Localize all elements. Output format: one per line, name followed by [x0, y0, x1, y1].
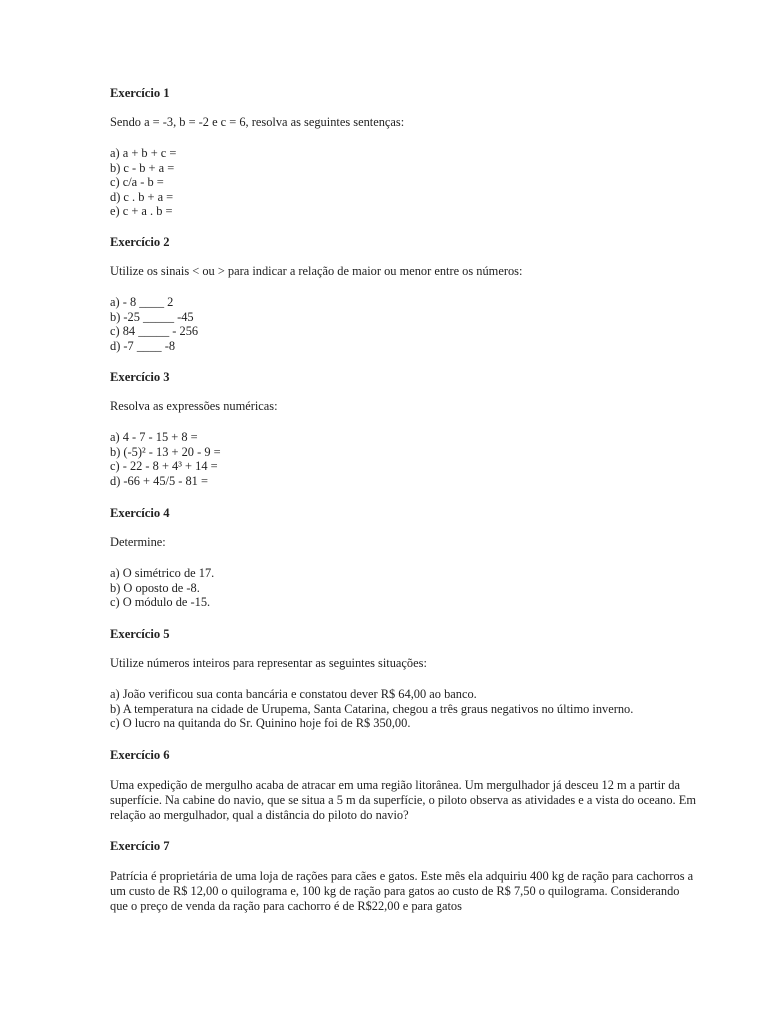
- exercise-item: c) O lucro na quitanda do Sr. Quinino hoje foi de R$ 350,00.: [110, 716, 411, 730]
- exercise-body: Uma expedição de mergulho acaba de atracar em uma região litorânea. Um mergulhador já desceu 12 m a partir da superfície. Na cabine do navio, que se situa a 5 m da superfície, o piloto observa as atividades e a vista do oceano. Em relação ao mergulhador, qual a distância do piloto do navio?: [110, 778, 696, 822]
- exercise-item: a) João verificou sua conta bancária e constatou dever R$ 64,00 ao banco.: [110, 687, 477, 701]
- exercise-body: Patrícia é proprietária de uma loja de rações para cães e gatos. Este mês ela adquiriu 400 kg de ração para cachorros a um custo de R$ 12,00 o quilograma e, 100 kg de ração para gatos ao custo de R$ 7,50 o quilograma. Considerando que o preço de venda da ração para cachorro é de R$22,00 e para gatos: [110, 869, 694, 913]
- exercise-item: b) (-5)² - 13 + 20 - 9 =: [110, 444, 221, 459]
- exercise-5: [110, 627, 700, 731]
- exercise-title: Exercício 5: [110, 627, 170, 641]
- exercise-items: [110, 146, 700, 219]
- exercise-title: Exercício 4: [110, 506, 170, 520]
- exercise-item: d) -66 + 45/5 - 81 =: [110, 473, 208, 488]
- exercise-intro: Resolva as expressões numéricas:: [110, 399, 278, 413]
- exercise-items: [110, 295, 700, 353]
- exercise-item: a) a + b + c =: [110, 146, 177, 160]
- exercise-4: [110, 506, 700, 610]
- exercise-intro: Utilize os sinais < ou > para indicar a relação de maior ou menor entre os números:: [110, 264, 523, 278]
- exercise-intro: Determine:: [110, 535, 166, 549]
- exercise-7: [110, 839, 700, 914]
- exercise-items: [110, 566, 700, 610]
- exercise-items: [110, 687, 700, 731]
- exercise-2: [110, 235, 700, 353]
- exercise-item: e) c + a . b =: [110, 204, 173, 218]
- exercise-title: Exercício 3: [110, 370, 170, 384]
- exercise-intro: Utilize números inteiros para representar as seguintes situações:: [110, 656, 427, 670]
- exercise-title: Exercício 7: [110, 839, 170, 853]
- exercise-item: a) - 8 ____ 2: [110, 295, 174, 309]
- exercise-intro: Sendo a = -3, b = -2 e c = 6, resolva as seguintes sentenças:: [110, 115, 405, 129]
- exercise-item: c) 84 _____ - 256: [110, 324, 199, 338]
- exercise-title: Exercício 2: [110, 235, 170, 249]
- exercise-6: [110, 748, 700, 823]
- exercise-item: c) - 22 - 8 + 4³ + 14 =: [110, 459, 218, 473]
- exercise-1: [110, 86, 700, 219]
- exercise-title: Exercício 6: [110, 748, 170, 762]
- exercise-item: b) c - b + a =: [110, 160, 175, 175]
- exercise-item: b) -25 _____ -45: [110, 309, 194, 324]
- exercise-item: b) O oposto de -8.: [110, 580, 200, 595]
- exercise-item: b) A temperatura na cidade de Urupema, Santa Catarina, chegou a três graus negativos no último inverno.: [110, 701, 634, 716]
- exercise-3: [110, 370, 700, 488]
- exercise-item: d) -7 ____ -8: [110, 338, 176, 353]
- exercise-items: [110, 430, 700, 488]
- exercise-item: d) c . b + a =: [110, 189, 174, 204]
- exercise-item: c) O módulo de -15.: [110, 595, 211, 609]
- exercise-item: a) O simétrico de 17.: [110, 566, 215, 580]
- exercise-title: Exercício 1: [110, 86, 170, 100]
- exercise-item: a) 4 - 7 - 15 + 8 =: [110, 430, 198, 444]
- exercise-item: c) c/a - b =: [110, 175, 164, 189]
